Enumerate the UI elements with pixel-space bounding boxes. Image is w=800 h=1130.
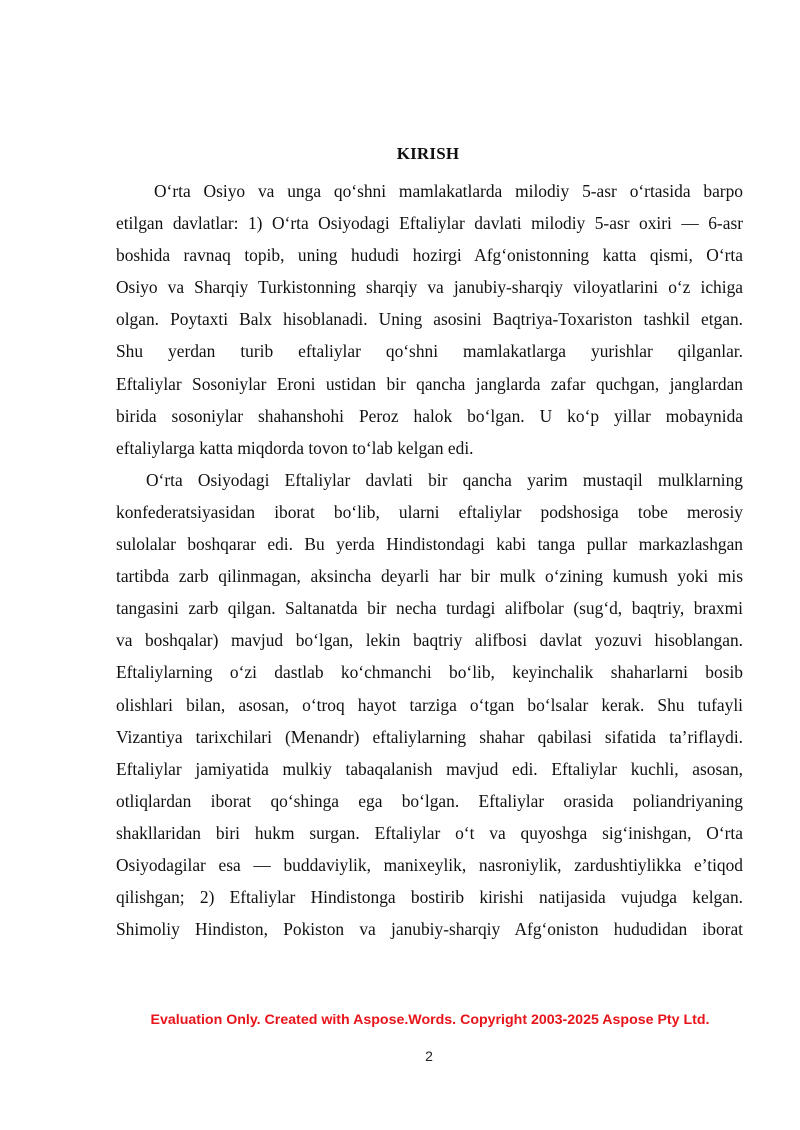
paragraph-1 <box>116 175 743 464</box>
text-line: Eftaliylar Sosoniylar Eroni ustidan bir qancha janglarda zafar quchgan, janglardan <box>116 373 743 394</box>
text-line: eftaliylarga katta miqdorda tovon to‘lab kelgan edi. <box>116 437 474 458</box>
section-heading: KIRISH <box>396 144 460 163</box>
text-line: Eftaliylar jamiyatida mulkiy tabaqalanish mavjud edi. Eftaliylar kuchli, asosan, <box>116 758 743 779</box>
text-line: va boshqalar) mavjud bo‘lgan, lekin baqtriy alifbosi davlat yozuvi hisoblangan. <box>116 630 743 651</box>
text-line: Vizantiya tarixchilari (Menandr) eftaliylarning shahar qabilasi sifatida ta’riflaydi. <box>116 726 743 747</box>
text-line: tangasini zarb qilgan. Saltanatda bir necha turdagi alifbolar (sug‘d, baqtriy, braxmi <box>116 598 743 619</box>
text-line: Osiyodagilar esa — buddaviylik, manixeylik, nasroniylik, zardushtiylikka e’tiqod <box>116 854 743 875</box>
paragraph-2 <box>116 464 743 945</box>
text-line: qilishgan; 2) Eftaliylar Hindistonga bostirib kirishi natijasida vujudga kelgan. <box>116 887 743 908</box>
text-line: Shimoliy Hindiston, Pokiston va janubiy-sharqiy Afg‘oniston hududidan iborat <box>116 919 743 940</box>
text-line: shakllaridan biri hukm surgan. Eftaliylar o‘t va quyoshga sig‘inishgan, O‘rta <box>116 822 743 843</box>
text-line: O‘rta Osiyo va unga qo‘shni mamlakatlarda milodiy 5-asr o‘rtasida barpo <box>154 181 743 201</box>
text-line: Eftaliylarning o‘zi dastlab ko‘chmanchi bo‘lib, keyinchalik shaharlarni bosib <box>116 662 743 683</box>
text-line: konfederatsiyasidan iborat bo‘lib, ularni eftaliylar podshosiga tobe merosiy <box>116 501 743 522</box>
body-text <box>116 175 743 945</box>
text-line: etilgan davlatlar: 1) O‘rta Osiyodagi Eftaliylar davlati milodiy 5-asr oxiri — 6-asr <box>116 213 743 234</box>
text-line: tartibda zarb qilinmagan, aksincha deyarli har bir mulk o‘zining kumush yoki mis <box>116 566 743 587</box>
evaluation-watermark: Evaluation Only. Created with Aspose.Words. Copyright 2003-2025 Aspose Pty Ltd. <box>150 1012 710 1028</box>
text-line: boshida ravnaq topib, uning hududi hozirgi Afg‘onistonning katta qismi, O‘rta <box>116 245 743 266</box>
text-line: O‘rta Osiyodagi Eftaliylar davlati bir qancha yarim mustaqil mulklarning <box>146 469 743 490</box>
text-line: Osiyo va Sharqiy Turkistonning sharqiy va janubiy-sharqiy viloyatlarini o‘z ichiga <box>116 277 743 298</box>
text-line: birida sosoniylar shahanshohi Peroz halok bo‘lgan. U ko‘p yillar mobaynida <box>116 405 743 426</box>
text-line: olgan. Poytaxti Balx hisoblanadi. Uning asosini Baqtriya-Toxariston tashkil etgan. <box>116 309 743 330</box>
text-line: olishlari bilan, asosan, o‘troq hayot tarziga o‘tgan bo‘lsalar kerak. Shu tufayli <box>116 694 743 715</box>
text-line: sulolalar boshqarar edi. Bu yerda Hindistondagi kabi tanga pullar markazlashgan <box>116 534 743 555</box>
text-line: Shu yerdan turib eftaliylar qo‘shni mamlakatlarga yurishlar qilganlar. <box>116 341 743 362</box>
page-number: 2 <box>425 1048 433 1064</box>
text-line: otliqlardan iborat qo‘shinga ega bo‘lgan. Eftaliylar orasida poliandriyaning <box>116 790 743 811</box>
